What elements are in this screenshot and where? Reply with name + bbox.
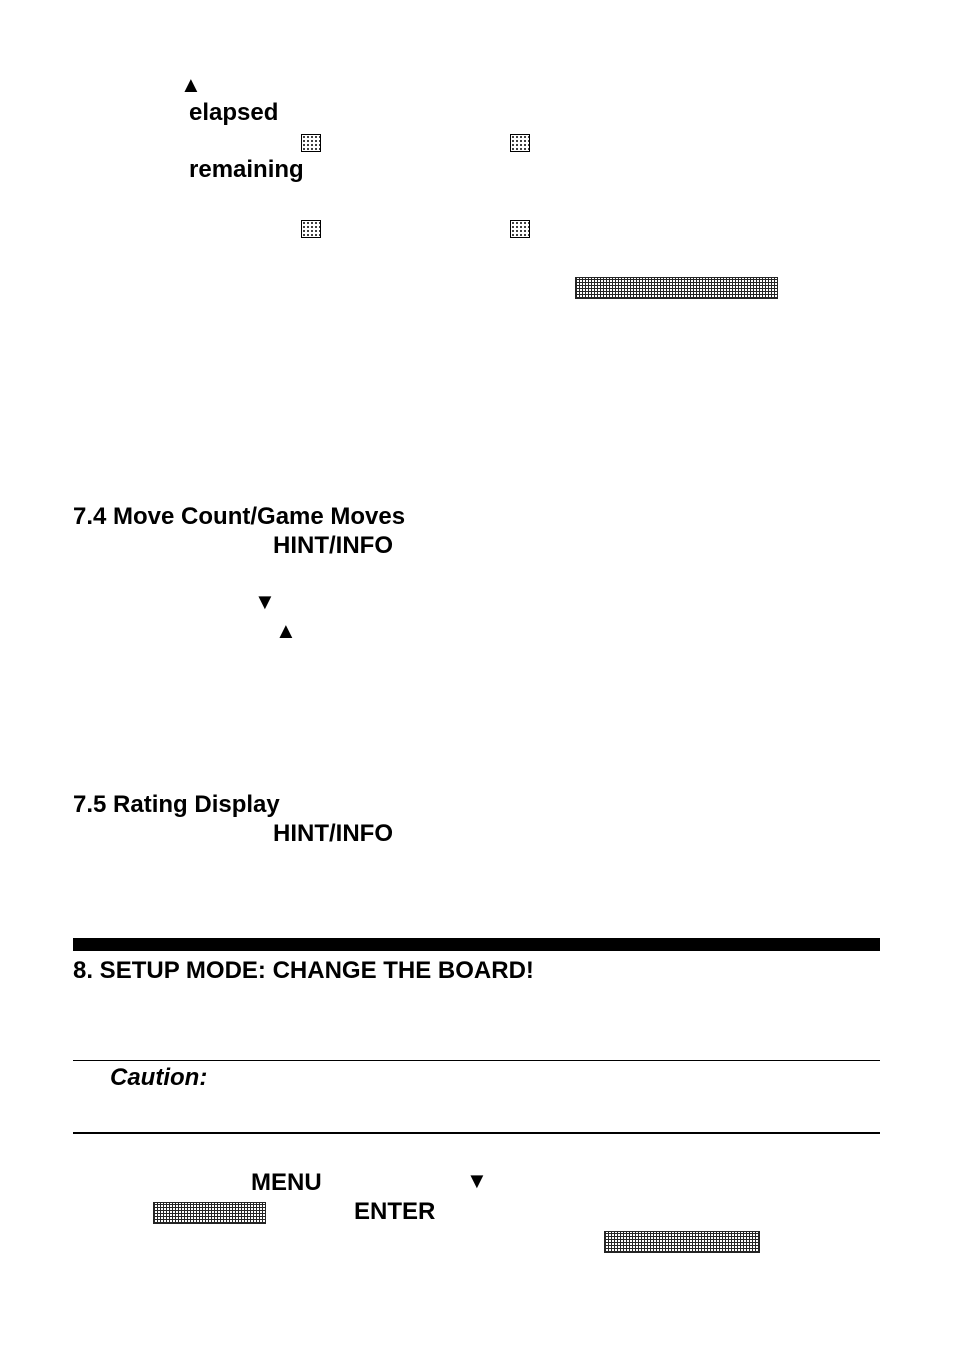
section-8-title: 8. SETUP MODE: CHANGE THE BOARD! (73, 957, 534, 984)
down-arrow-icon: ▼ (254, 589, 276, 614)
elapsed-white-clock-icon (301, 134, 321, 152)
caution-label: Caution: (110, 1064, 208, 1091)
lcd-setup-icon (153, 1202, 266, 1224)
caution-top-rule (73, 1060, 880, 1061)
section-7-4-title: 7.4 Move Count/Game Moves (73, 503, 406, 530)
elapsed-label: elapsed (189, 99, 279, 126)
menu-key: MENU (251, 1169, 322, 1196)
elapsed-black-clock-icon (510, 134, 530, 152)
down-arrow-icon: ▼ (466, 1168, 488, 1193)
section-divider-bar (73, 938, 880, 951)
lcd-clear-board-icon (604, 1231, 760, 1253)
up-arrow-icon: ▲ (180, 72, 202, 97)
remaining-white-clock-icon (301, 220, 321, 238)
lcd-display-time-icon (575, 277, 778, 299)
caution-bottom-rule (73, 1132, 880, 1134)
remaining-label: remaining (189, 156, 304, 183)
section-7-5-title: 7.5 Rating Display (73, 791, 280, 818)
up-arrow-icon: ▲ (275, 618, 297, 643)
hint-info-key: HINT/INFO (273, 820, 393, 847)
hint-info-key: HINT/INFO (273, 532, 393, 559)
remaining-black-clock-icon (510, 220, 530, 238)
enter-key: ENTER (354, 1198, 436, 1225)
